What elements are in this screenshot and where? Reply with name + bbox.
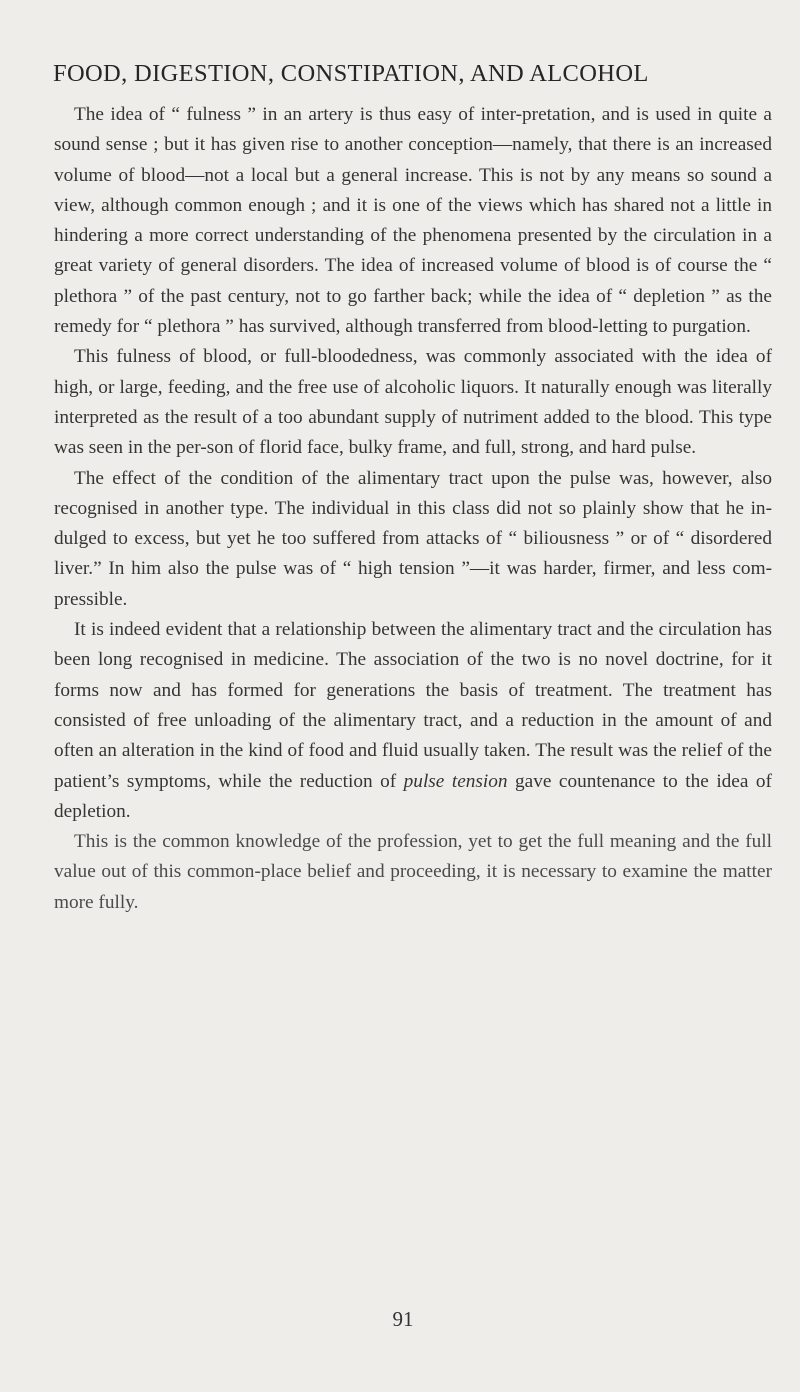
running-head: FOOD, DIGESTION, CONSTIPATION, AND ALCOHOL [53,60,649,87]
emphasis-text: pulse tension [403,770,508,792]
paragraph: This is the common knowledge of the profession, yet to get the full meaning and the full value out of this common-place belief and proceeding, it is necessary to examine the matter more fully. [54,831,772,913]
paragraph: This fulness of blood, or full-bloodedness, was commonly associated with the idea of high, or large, feeding, and the free use of alcoholic liquors. It naturally enough was literally interpreted as the result of a too abundant supply of nutriment added to the blood. This type was seen in the per-son of florid face, bulky frame, and full, strong, and hard pulse. [54,346,772,459]
paragraph: The idea of “ fulness ” in an artery is thus easy of inter-pretation, and is used in quite a sound sense ; but it has given rise to another conception—namely, that there is an increased volume of blood—not a local but a general increase. This is not by any means so sound a view, although common enough ; and it is one of the views which has shared not a little in hindering a more correct understanding of the phenomena presented by the circulation in a great variety of general disorders. The idea of increased volume of blood is of course the “ plethora ” of the past century, not to go farther back; while the idea of “ depletion ” as the remedy for “ plethora ” has survived, although transferred from blood-letting to purgation. [54,104,772,338]
paragraph-text: It is indeed evident that a relationship between the alimentary tract and the circulation has been long recognised in medicine. The association of the two is no novel doctrine, for it forms now and has formed for generations the basis of treatment. The treatment has consisted of free unloading of the alimentary tract, and a reduction in the amount of and often an alteration in the kind of food and fluid usually taken. The result was the relief of the patient’s symptoms, while the reduction of [54,619,772,792]
paragraph-text: gave countenance to the idea of depletion. [54,770,772,822]
body-text [54,100,772,918]
page-number: 91 [392,1307,414,1331]
paragraph: The effect of the condition of the alimentary tract upon the pulse was, however, also recognised in another type. The individual in this class did not so plainly show that he in-dulged to excess, but yet he too suffered from attacks of “ biliousness ” or of “ disordered liver.” In him also the pulse was of “ high tension ”—it was harder, firmer, and less com-pressible. [54,467,772,610]
paragraph [54,615,772,827]
